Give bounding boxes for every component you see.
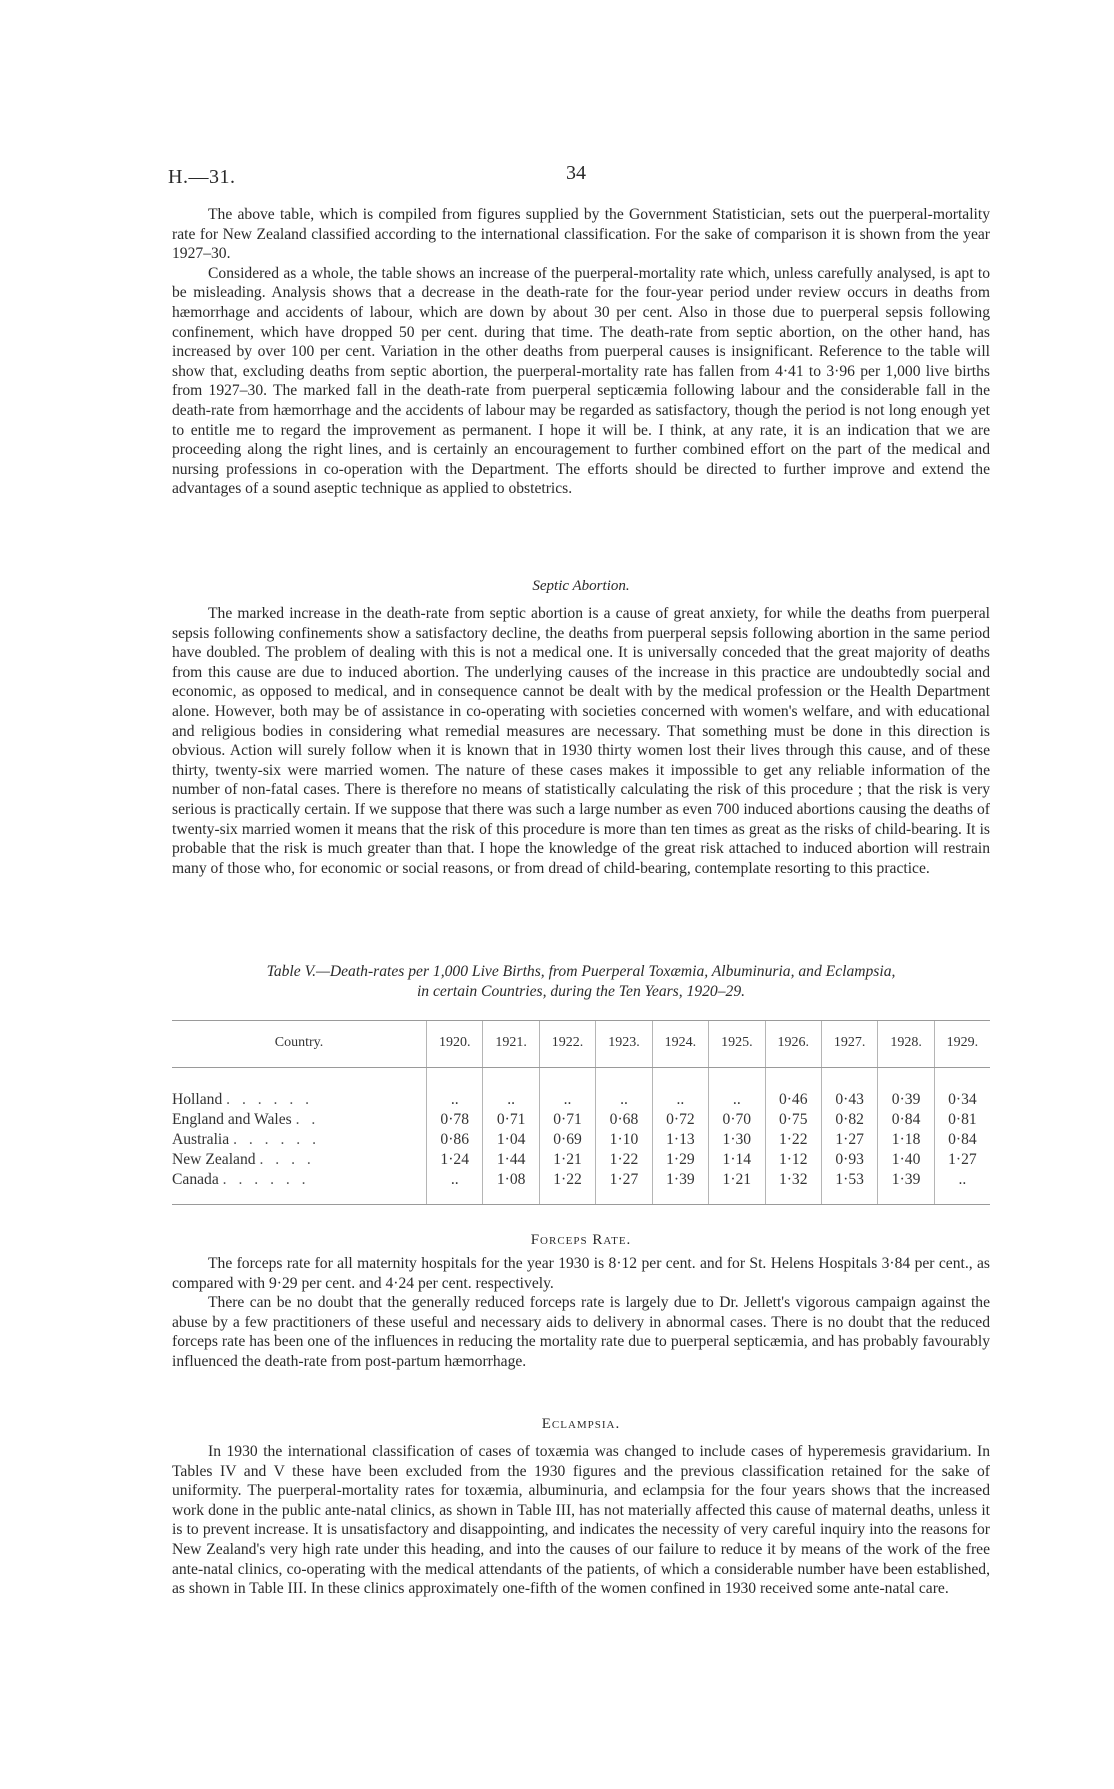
value-cell: 1·27 <box>934 1150 990 1170</box>
value-cell: 1·12 <box>765 1150 821 1170</box>
paragraph: The forceps rate for all maternity hospitals for the year 1930 is 8·12 per cent. and for St. Helens Hospitals 3·84 per cent., as compared with 9·29 per cent. and 4·24 per cent. respectively. <box>172 1255 990 1292</box>
value-cell: .. <box>427 1170 483 1205</box>
table-spacer-row <box>172 1068 990 1091</box>
value-cell: 0·70 <box>709 1110 765 1130</box>
paragraph: In 1930 the international classification of cases of toxæmia was changed to include cases of hyperemesis gravidarium. In Tables IV and V these have been excluded from the 1930 figures and the previous classification retained for the sake of uniformity. The puerperal-mortality rates for toxæmia, albuminuria, and eclampsia for the four years shows that the increased work done in the public ante-natal clinics, as shown in Table III, has not materially affected this cause of maternal deaths, unless it is to prevent increase. It is unsatisfactory and disappointing, and indicates the necessity of very careful inquiry into the reasons for New Zealand's very high rate under this heading, and into the causes of our failure to reduce it by means of the work of the free ante-natal clinics, co-operating with the medical attendants of the patients, of which a considerable number have been established, as shown in Table III. In these clinics approximately one-fifth of the women confined in 1930 received some ante-natal care. <box>172 1443 990 1598</box>
value-cell: 1·22 <box>539 1170 595 1205</box>
table-header-row <box>172 1021 990 1068</box>
value-cell: 0·84 <box>934 1130 990 1150</box>
value-cell: .. <box>427 1090 483 1110</box>
column-header: 1928. <box>878 1021 934 1068</box>
value-cell: 0·71 <box>483 1110 539 1130</box>
country-cell: New Zealand . . . . <box>172 1151 315 1168</box>
value-cell: 1·10 <box>596 1130 652 1150</box>
value-cell: 1·04 <box>483 1130 539 1150</box>
value-cell: 1·39 <box>652 1170 708 1205</box>
value-cell: 1·14 <box>709 1150 765 1170</box>
value-cell: 0·68 <box>596 1110 652 1130</box>
column-header: 1920. <box>427 1021 483 1068</box>
value-cell: 1·21 <box>539 1150 595 1170</box>
section-heading-septic-abortion: Septic Abortion. <box>532 578 630 594</box>
paragraph: The marked increase in the death-rate from septic abortion is a cause of great anxiety, for while the deaths from puerperal sepsis following confinements show a satisfactory decline, the deaths from puerperal sepsis following abortion in the same period have doubled. The problem of dealing with this is not a medical one. It is universally conceded that the great majority of deaths from this cause are due to induced abortion. The underlying causes of the increase in this practice are undoubtedly social and economic, as opposed to medical, and in consequence cannot be dealt with by the medical profession or the Health Department alone. However, both may be of assistance in co-operating with societies concerned with women's welfare, and with educational and religious bodies in considering what remedial measures are necessary. That something must be done in this direction is obvious. Action will surely follow when it is known that in 1930 thirty women lost their lives through this cause, and of these thirty, twenty-six were married women. The nature of these cases makes it impossible to get any reliable information of the number of non-fatal cases. There is therefore no means of statistically calculating the risk of this procedure ; that the risk is very serious is practically certain. If we suppose that there was such a large number as even 700 induced abortions causing the deaths of twenty-six married women it means that the risk of this procedure is more than ten times as great as the risks of child-bearing. It is probable that the risk is much greater than that. I hope the knowledge of the great risk attached to induced abortion will restrain many of those who, for economic or social reasons, or from dread of child-bearing, contemplate resorting to this practice. <box>172 605 990 877</box>
value-cell: 0·78 <box>427 1110 483 1130</box>
value-cell: 0·72 <box>652 1110 708 1130</box>
value-cell: 1·22 <box>765 1130 821 1150</box>
value-cell: 0·43 <box>821 1090 877 1110</box>
intro-section <box>172 205 990 499</box>
value-cell: 1·27 <box>821 1130 877 1150</box>
paragraph: The above table, which is compiled from figures supplied by the Government Statistician, sets out the puerperal-mortality rate for New Zealand classified according to the international classification. For the sake of comparison it is shown from the year 1927–30. <box>172 206 990 263</box>
table-caption <box>172 962 990 1001</box>
value-cell: .. <box>934 1170 990 1205</box>
page-number: 34 <box>566 162 586 184</box>
value-cell: 1·22 <box>596 1150 652 1170</box>
country-cell: Holland . . . . . . <box>172 1091 314 1108</box>
table-row <box>172 1170 990 1205</box>
column-header: 1922. <box>539 1021 595 1068</box>
table-row <box>172 1150 990 1170</box>
value-cell: 1·44 <box>483 1150 539 1170</box>
table-row <box>172 1090 990 1110</box>
table-row <box>172 1130 990 1150</box>
paragraph: There can be no doubt that the generally reduced forceps rate is largely due to Dr. Jellett's vigorous campaign against the abuse by a few practitioners of these useful and necessary aids to delivery in abnormal cases. There is no doubt that the reduced forceps rate has been one of the influences in reducing the mortality rate due to puerperal septicæmia, and has probably favourably influenced the death-rate from post-partum hæmorrhage. <box>172 1294 990 1370</box>
value-cell: 1·13 <box>652 1130 708 1150</box>
value-cell: 1·32 <box>765 1170 821 1205</box>
value-cell: .. <box>709 1090 765 1110</box>
value-cell: 0·82 <box>821 1110 877 1130</box>
value-cell: 1·27 <box>596 1170 652 1205</box>
section-heading-eclampsia: Eclampsia. <box>541 1416 621 1432</box>
document-reference: H.—31. <box>168 166 236 188</box>
country-cell: England and Wales . . <box>172 1111 320 1128</box>
value-cell: 0·81 <box>934 1110 990 1130</box>
value-cell: 0·93 <box>821 1150 877 1170</box>
column-header: 1929. <box>934 1021 990 1068</box>
value-cell: 1·53 <box>821 1170 877 1205</box>
section-heading-forceps-rate: Forceps Rate. <box>530 1232 632 1248</box>
value-cell: 1·08 <box>483 1170 539 1205</box>
column-header: 1924. <box>652 1021 708 1068</box>
septic-abortion-section <box>172 604 990 878</box>
value-cell: 1·21 <box>709 1170 765 1205</box>
table-row <box>172 1110 990 1130</box>
value-cell: 0·86 <box>427 1130 483 1150</box>
table-caption-line: in certain Countries, during the Ten Years, 1920–29. <box>416 982 746 1000</box>
value-cell: 0·46 <box>765 1090 821 1110</box>
table-caption-line: Table V.—Death-rates per 1,000 Live Births, from Puerperal Toxæmia, Albuminuria, and Eclampsia, <box>266 963 896 980</box>
value-cell: 1·30 <box>709 1130 765 1150</box>
value-cell: .. <box>539 1090 595 1110</box>
value-cell: 1·29 <box>652 1150 708 1170</box>
country-cell: Canada . . . . . . <box>172 1170 427 1205</box>
value-cell: 0·71 <box>539 1110 595 1130</box>
death-rates-table <box>172 1020 990 1205</box>
value-cell: 1·18 <box>878 1130 934 1150</box>
column-header: 1925. <box>709 1021 765 1068</box>
value-cell: 0·69 <box>539 1130 595 1150</box>
value-cell: 1·24 <box>427 1150 483 1170</box>
value-cell: 1·40 <box>878 1150 934 1170</box>
country-cell: Australia . . . . . . <box>172 1131 320 1148</box>
forceps-rate-section <box>172 1254 990 1372</box>
value-cell: 1·39 <box>878 1170 934 1205</box>
eclampsia-section <box>172 1442 990 1599</box>
column-header: 1923. <box>596 1021 652 1068</box>
value-cell: .. <box>652 1090 708 1110</box>
column-header: 1921. <box>483 1021 539 1068</box>
value-cell: 0·34 <box>934 1090 990 1110</box>
column-header: 1926. <box>765 1021 821 1068</box>
column-header: 1927. <box>821 1021 877 1068</box>
value-cell: .. <box>596 1090 652 1110</box>
paragraph: Considered as a whole, the table shows an increase of the puerperal-mortality rate which, unless carefully analysed, is apt to be misleading. Analysis shows that a decrease in the death-rate for the four-year period under review occurs in deaths from hæmorrhage and accidents of labour, which are down by about 30 per cent. Also in those due to puerperal sepsis following confinement, which have dropped 50 per cent. during that time. The death-rate from septic abortion, on the other hand, has increased by over 100 per cent. Variation in the other deaths from puerperal causes is insignificant. Reference to the table will show that, excluding deaths from septic abortion, the puerperal-mortality rate has fallen from 4·41 to 3·96 per 1,000 live births from 1927–30. The marked fall in the death-rate from puerperal septicæmia following labour and the considerable fall in the death-rate from hæmorrhage and the accidents of labour may be regarded as satisfactory, though the period is not long enough yet to entitle me to regard the improvement as permanent. I hope it will be. I think, at any rate, it is an indication that we are proceeding along the right lines, and is certainly an encouragement to further combined effort on the part of the medical and nursing professions in co-operation with the Department. The efforts should be directed to further improve and extend the advantages of a sound aseptic technique as applied to obstetrics. <box>172 264 990 498</box>
value-cell: 0·84 <box>878 1110 934 1130</box>
value-cell: .. <box>483 1090 539 1110</box>
value-cell: 0·39 <box>878 1090 934 1110</box>
value-cell: 0·75 <box>765 1110 821 1130</box>
column-header: Country. <box>172 1021 427 1068</box>
